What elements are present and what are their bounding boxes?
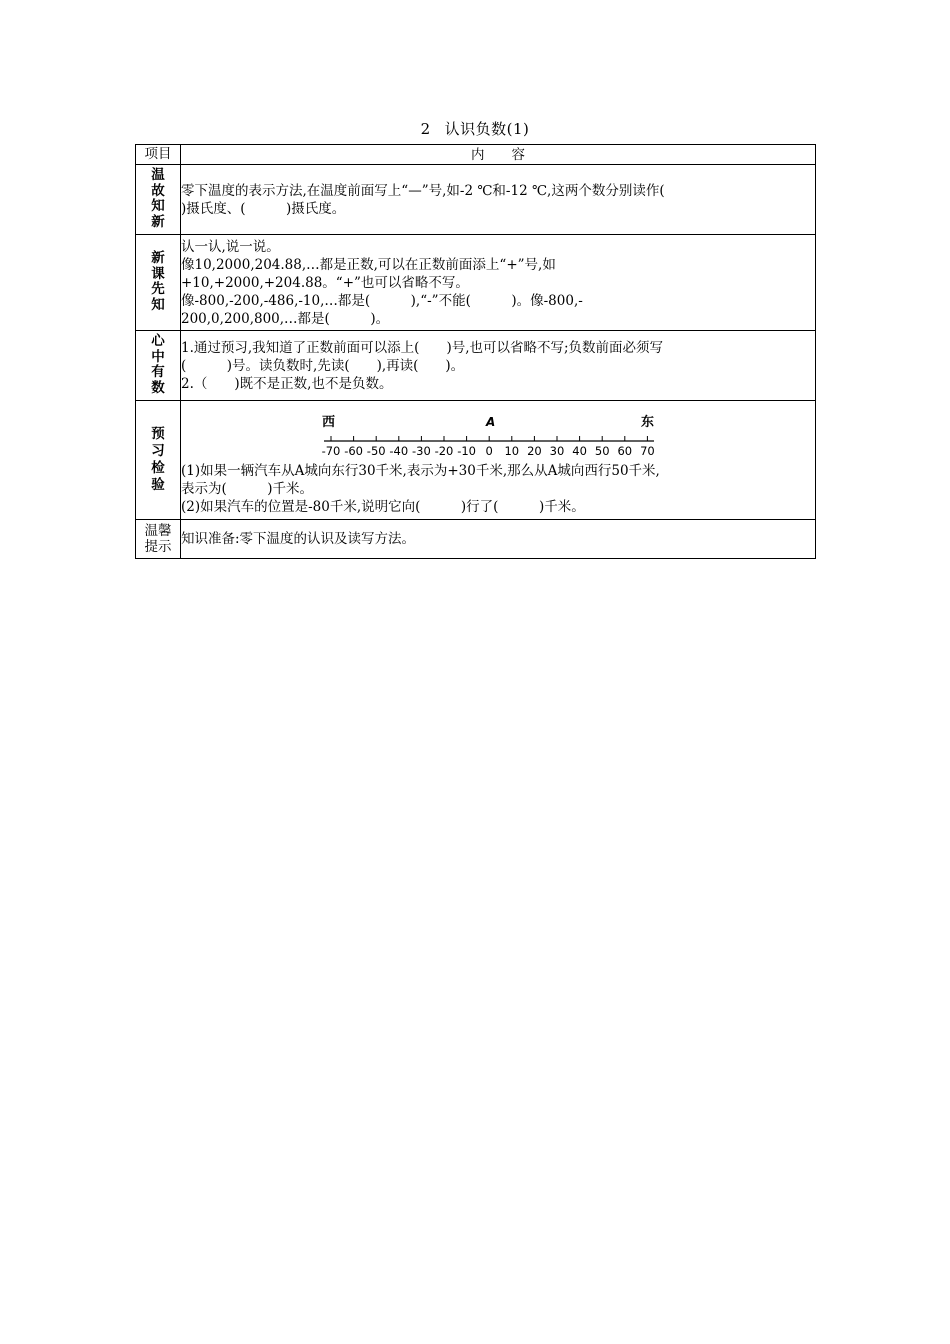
tick-label: -60 [344,444,363,458]
header-content: 内 容 [181,145,816,165]
row-label-text: 心中有数 [151,333,165,396]
content-line: (2)如果汽车的位置是-80千米,说明它向( )行了( )千米。 [181,499,585,515]
row-mind [136,331,816,401]
row-label-review [136,165,181,235]
tick-label: 70 [640,444,655,458]
tick-label: 0 [485,444,493,458]
row-label-preview [136,235,181,331]
lesson-number: 2 [420,120,431,138]
row-content-preview [181,235,816,331]
tick-label: -30 [412,444,431,458]
content-line: 像10,2000,204.88,…都是正数,可以在正数前面添上“+”号,如 [181,256,556,273]
table-header-row [136,145,816,165]
tick-label: -40 [389,444,409,458]
content-line: 表示为( )千米。 [181,481,314,497]
content-line: 1.通过预习,我知道了正数前面可以添上( )号,也可以省略不写;负数前面必须写 [181,339,664,356]
content-line: +10,+2000,+204.88。“+”也可以省略不写。 [181,274,469,291]
row-tip [136,520,816,559]
east-label: 东 [641,415,655,430]
tick-label: 40 [572,444,587,458]
row-label-mind [136,331,181,401]
content-line: 像-800,-200,-486,-10,…都是( ),“-”不能( )。像-800,- [181,292,583,309]
row-label-text: 温故知新 [151,167,165,230]
tick-label: 50 [594,444,610,458]
row-content-mind [181,331,816,401]
row-label-text: 预习检验 [151,426,165,493]
number-line-figure [181,404,815,462]
row-label-text: 温馨提示 [144,523,172,555]
content-line: (1)如果一辆汽车从A城向东行30千米,表示为+30千米,那么从A城向西行50千米, [181,463,660,479]
row-content-tip [181,520,816,559]
content-line: )摄氏度、( )摄氏度。 [181,200,346,217]
point-a-label: A [486,415,496,429]
row-label-tip [136,520,181,559]
row-preview [136,235,816,331]
content-line: ( )号。读负数时,先读( ),再读( )。 [181,357,465,374]
row-content-review [181,165,816,235]
content-line: 认一认,说一说。 [181,238,280,255]
content-line: 知识准备:零下温度的认识及读写方法。 [181,531,416,547]
west-label: 西 [322,415,336,430]
content-line: 200,0,200,800,…都是( )。 [181,310,390,327]
lesson-table [135,144,816,559]
content-line: 2.（ )既不是正数,也不是负数。 [181,375,393,392]
row-check [136,401,816,520]
page-title [136,118,814,139]
number-line [181,404,799,462]
tick-label: -50 [366,444,386,458]
content-line: 零下温度的表示方法,在温度前面写上“—”号,如-2 ℃和-12 ℃,这两个数分别读作( [181,182,665,199]
row-label-text: 新课先知 [151,250,165,313]
tick-label: 30 [549,444,565,458]
tick-label: 10 [504,444,520,458]
tick-label: -10 [457,444,476,458]
tick-label: -70 [321,444,341,458]
row-review [136,165,816,235]
row-label-check [136,401,181,520]
tick-label: 60 [617,444,633,458]
tick-label: 20 [527,444,542,458]
lesson-title: 认识负数(1) [444,120,530,138]
tick-label: -20 [434,444,454,458]
header-item: 项目 [136,145,181,165]
row-content-check [181,401,816,520]
tick-group [322,436,655,458]
